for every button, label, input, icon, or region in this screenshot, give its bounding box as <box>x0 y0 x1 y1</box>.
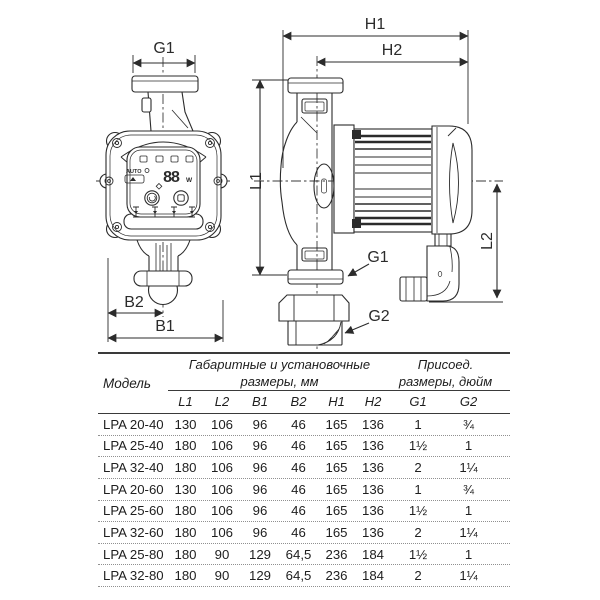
value-cell: 106 <box>210 525 233 541</box>
motor-body <box>334 125 432 233</box>
cable-gland <box>400 277 427 301</box>
g1-leader <box>348 249 389 276</box>
value-cell: 64,5 <box>285 546 312 562</box>
value-cell: 1½ <box>408 546 428 562</box>
value-cell: 165 <box>325 503 348 519</box>
value-cell: 165 <box>325 481 348 497</box>
table-row <box>98 565 510 587</box>
value-cell: 96 <box>252 503 268 519</box>
value-cell: 180 <box>174 503 197 519</box>
column-header-l2: L2 <box>214 394 230 409</box>
value-cell: 180 <box>174 568 197 584</box>
power-display: 88 <box>163 169 179 186</box>
inlet-flange-front <box>132 76 198 131</box>
h2-dimension <box>317 42 468 62</box>
group-header-inch <box>391 354 510 391</box>
g2-leader <box>345 308 390 333</box>
value-cell: 165 <box>325 416 348 432</box>
front-view-drawing <box>96 40 230 342</box>
value-cell: 136 <box>361 460 384 476</box>
bleed-screw <box>142 98 151 112</box>
value-cell: 90 <box>214 568 230 584</box>
table-row <box>98 479 510 501</box>
value-cell: 46 <box>291 525 306 541</box>
value-cell: ¾ <box>463 481 474 497</box>
value-cell: 64,5 <box>285 568 312 584</box>
value-cell: 180 <box>174 460 197 476</box>
value-cell: 180 <box>174 525 197 541</box>
value-cell: 130 <box>174 416 197 432</box>
value-cell: 1 <box>464 503 473 519</box>
auto-label: AUTO <box>126 169 142 175</box>
model-cell: LPA 20-60 <box>103 481 164 497</box>
value-cell: 136 <box>361 503 384 519</box>
table-row <box>98 414 510 436</box>
value-cell: 2 <box>414 525 422 541</box>
value-cell: 1 <box>464 438 473 454</box>
cable-elbow <box>400 234 459 301</box>
column-header-h1: H1 <box>328 394 345 409</box>
column-header-g1: G1 <box>409 394 427 409</box>
value-cell: 46 <box>291 460 306 476</box>
value-cell: 46 <box>291 481 306 497</box>
model-cell: LPA 32-40 <box>103 460 164 476</box>
watt-unit: W <box>186 177 193 184</box>
dim-l1-label: L1 <box>248 172 265 190</box>
group-header-inch-line2: размеры, дюйм <box>398 373 493 389</box>
value-cell: 236 <box>325 546 348 562</box>
group-header-mm <box>168 354 391 391</box>
dim-g1-front-label: G1 <box>153 40 175 57</box>
value-cell: 180 <box>174 438 197 454</box>
value-cell: 165 <box>325 460 348 476</box>
dim-g2-side-label: G2 <box>368 308 390 325</box>
value-cell: 1¼ <box>459 568 478 584</box>
model-cell: LPA 25-80 <box>103 546 164 562</box>
value-cell: 1 <box>414 416 422 432</box>
value-cell: 106 <box>210 481 233 497</box>
group-header-inch-line1: Присоед. <box>417 357 474 372</box>
value-cell: 184 <box>361 568 384 584</box>
group-header-mm-line2: размеры, мм <box>240 373 319 389</box>
value-cell: 1¼ <box>459 460 478 476</box>
value-cell: 106 <box>210 503 233 519</box>
value-cell: 46 <box>291 438 306 454</box>
value-cell: 136 <box>361 438 384 454</box>
value-cell: ¾ <box>463 416 474 432</box>
group-header-mm-line1: Габаритные и установочные <box>188 357 371 372</box>
table-header <box>98 354 510 414</box>
value-cell: 129 <box>248 568 271 584</box>
table-row <box>98 436 510 458</box>
model-cell: LPA 32-60 <box>103 525 164 541</box>
value-cell: 184 <box>361 546 384 562</box>
value-cell: 165 <box>325 438 348 454</box>
value-cell: 90 <box>214 546 230 562</box>
model-cell: LPA 25-60 <box>103 503 164 519</box>
value-cell: 136 <box>361 481 384 497</box>
spec-table <box>98 352 510 587</box>
control-panel <box>125 147 200 217</box>
motor-end-cap <box>432 126 472 234</box>
value-cell: 1½ <box>408 503 428 519</box>
dim-b2-label: B2 <box>124 294 144 311</box>
dim-g1-side-label: G1 <box>367 249 389 266</box>
valve-wing-handle <box>134 271 192 286</box>
dim-b1-label: B1 <box>155 318 175 335</box>
model-cell: LPA 20-40 <box>103 416 164 432</box>
value-cell: 1 <box>414 481 422 497</box>
value-cell: 46 <box>291 416 306 432</box>
value-cell: 1½ <box>408 438 428 454</box>
value-cell: 2 <box>414 460 422 476</box>
value-cell: 136 <box>361 416 384 432</box>
value-cell: 96 <box>252 460 268 476</box>
value-cell: 46 <box>291 503 306 519</box>
value-cell: 96 <box>252 525 268 541</box>
table-row <box>98 457 510 479</box>
value-cell: 130 <box>174 481 197 497</box>
value-cell: 1¼ <box>459 525 478 541</box>
value-cell: 96 <box>252 416 268 432</box>
table-row <box>98 501 510 523</box>
model-cell: LPA 25-40 <box>103 438 164 454</box>
value-cell: 1 <box>464 546 473 562</box>
g1-dimension-front <box>133 40 195 73</box>
value-cell: 96 <box>252 438 268 454</box>
value-cell: 2 <box>414 568 422 584</box>
model-cell: LPA 32-80 <box>103 568 164 584</box>
column-header-h2: H2 <box>364 394 382 409</box>
value-cell: 96 <box>252 481 268 497</box>
value-cell: 236 <box>325 568 348 584</box>
value-cell: 165 <box>325 525 348 541</box>
value-cell: 129 <box>248 546 271 562</box>
side-view-drawing <box>248 16 503 349</box>
value-cell: 180 <box>174 546 197 562</box>
value-cell: 106 <box>210 460 233 476</box>
value-cell: 106 <box>210 438 233 454</box>
dim-h2-label: H2 <box>381 42 403 59</box>
table-row <box>98 522 510 544</box>
dim-h1-label: H1 <box>364 16 386 33</box>
table-row <box>98 544 510 566</box>
column-header-b2: B2 <box>290 394 307 409</box>
value-cell: 136 <box>361 525 384 541</box>
column-header-g2: G2 <box>459 394 478 409</box>
column-header-model: Модель <box>103 376 151 391</box>
union-nut <box>279 295 349 345</box>
dim-l2-label: L2 <box>479 232 496 250</box>
value-cell: 106 <box>210 416 233 432</box>
column-header-b1: B1 <box>252 394 268 409</box>
column-header-l1: L1 <box>178 394 193 409</box>
